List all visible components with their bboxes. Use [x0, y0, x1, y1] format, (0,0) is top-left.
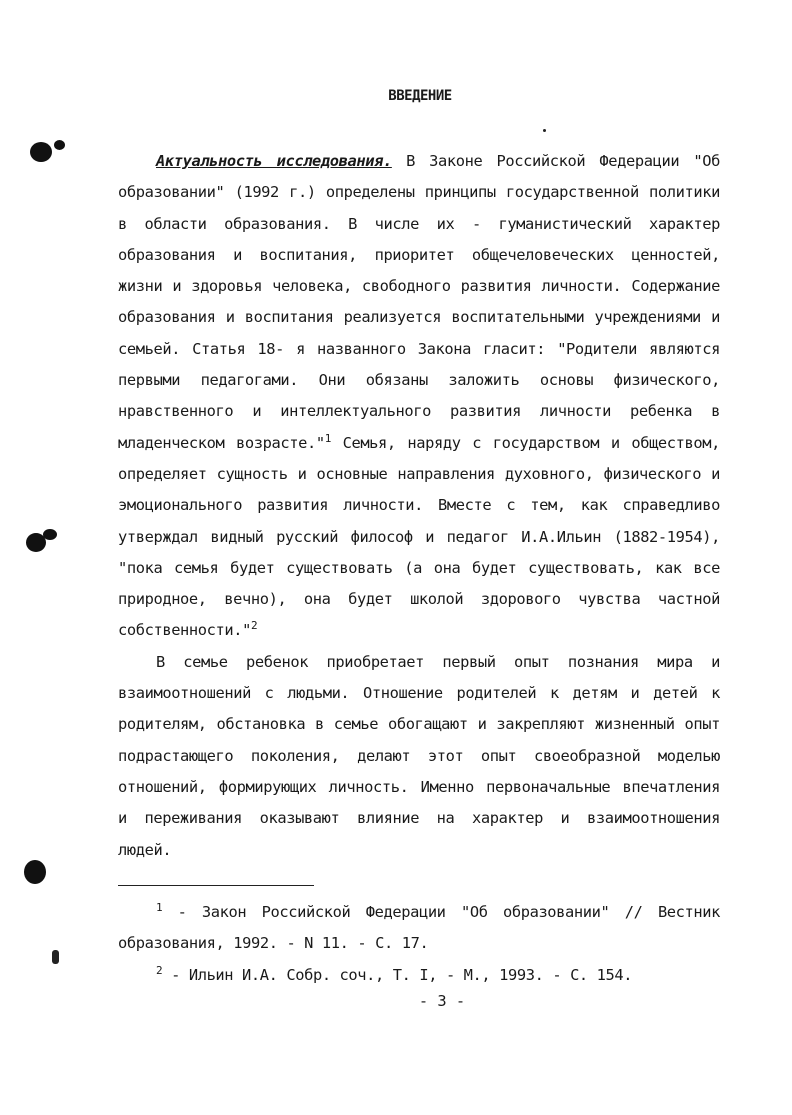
paragraph-relevance-text-2: Семья, наряду с государством и обществом, определяет сущность и основные направления духовного, физического и эмоционального развития личности. Вместе с тем, как справедливо утверждал видный русский философ и педагог И.А.Ильин (1882-1954), "пока семья будет существовать (а она будет существовать, как все природное, вечно), она будет школой здорового чувства частной собственности." [118, 433, 720, 640]
page-number: - 3 - [418, 992, 466, 1010]
footnote-separator [118, 885, 314, 886]
footnote-ref-1: 1 [324, 431, 331, 445]
punch-hole-mark-middle-tail [43, 529, 57, 540]
scan-speck-top [543, 129, 546, 132]
footnote-2 [118, 960, 720, 991]
footnote-2-text: - Ильин И.А. Собр. соч., Т. I, - М., 1993. - С. 154. [162, 965, 633, 984]
punch-hole-mark-top [30, 142, 52, 162]
punch-hole-mark-bottom [24, 860, 46, 884]
main-text [118, 146, 720, 866]
footnote-ref-2: 2 [251, 619, 258, 633]
footnote-2-mark: 2 [156, 963, 163, 977]
relevance-heading: Актуальность исследования. [156, 152, 392, 170]
paragraph-relevance [118, 146, 720, 647]
paragraph-relevance-text-1: В Законе Российской Федерации "Об образовании" (1992 г.) определены принципы государственной политики в области образования. В числе их - гуманистический характер образования и воспитания, приоритет общечеловеческих ценностей, жизни и здоровья человека, свободного развития личности. Содержание образования и воспитания реализуется воспитательными учреждениями и семьей. Статья 18- я названного Закона гласит: "Родители являются первыми педагогами. Они обязаны заложить основы физического, нравственного и интеллектуального развития личности ребенка в младенческом возрасте." [118, 152, 720, 452]
punch-hole-mark-top-tail [54, 140, 65, 150]
footnote-1 [118, 897, 720, 960]
footnote-1-text: - Закон Российской Федерации "Об образовании" // Вестник образования, 1992. - N 11. - С. 17. [118, 903, 720, 953]
scan-speck-bottom [52, 950, 59, 964]
footnote-1-mark: 1 [156, 901, 163, 914]
page-title: ВВЕДЕНИЕ [388, 88, 452, 104]
footnotes [118, 897, 720, 991]
paragraph-family: В семье ребенок приобретает первый опыт познания мира и взаимоотношений с людьми. Отношение родителей к детям и детей к родителям, обстановка в семье обогащают и закрепляют жизненный опыт подрастающего поколения, делают этот опыт своеобразной моделью отношений, формирующих личность. Именно первоначальные впечатления и переживания оказывают влияние на характер и взаимоотношения людей. [118, 652, 720, 859]
